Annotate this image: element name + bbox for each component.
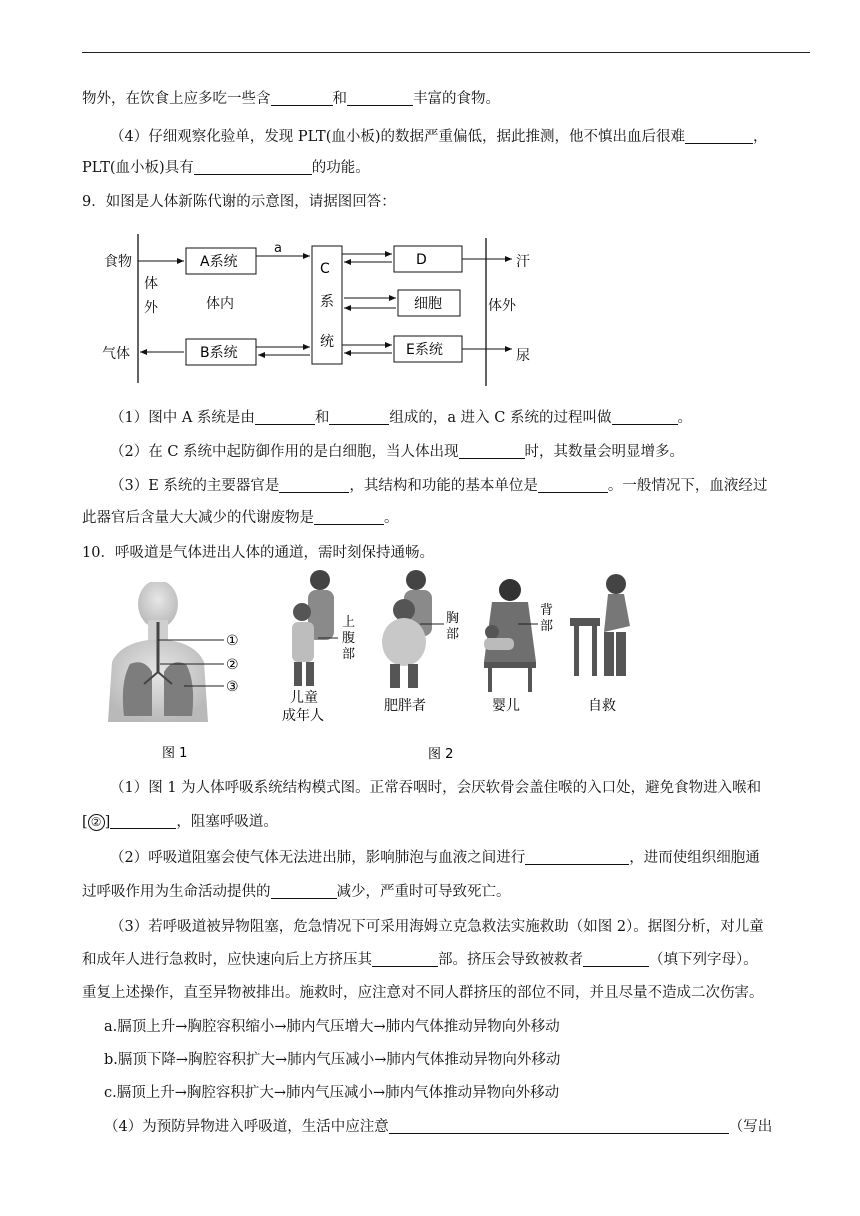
blank[interactable] <box>255 409 315 425</box>
blank[interactable] <box>347 90 413 106</box>
heimlich-figure <box>278 566 648 764</box>
infant-part-2: 部 <box>540 619 554 634</box>
blank[interactable] <box>110 813 176 829</box>
group-child: 儿童 <box>290 690 318 706</box>
blank[interactable] <box>685 128 753 144</box>
a-label: a <box>274 241 282 256</box>
child-part-2: 腹 <box>342 631 356 646</box>
C-3: 统 <box>320 334 334 350</box>
group-self: 自救 <box>588 698 616 714</box>
q10-3: 过呼吸作用为生命活动提供的 减少，严重时可导致死亡。 <box>82 884 511 900</box>
B-system: B系统 <box>200 345 238 361</box>
q10-7: （4）为预防异物进入呼吸道，生活中应注意 （写出 <box>104 1119 773 1135</box>
child-part-1: 上 <box>342 615 356 630</box>
q10-title: 10．呼吸道是气体进出人体的通道，需时刻保持通畅。 <box>82 545 434 561</box>
q9-3: （3）E 系统的主要器官是 ，其结构和功能的基本单位是 。一般情况下，血液经过 <box>110 478 768 494</box>
metabolism-diagram <box>96 228 546 388</box>
E-system: E系统 <box>406 342 443 358</box>
fig1-label-3: ③ <box>226 679 239 695</box>
obese-part-2: 部 <box>446 627 460 642</box>
q10-6: 重复上述操作，直至异物被排出。施救时，应注意对不同人群挤压的部位不同，并且尽量不造成二次伤害。 <box>82 985 764 1001</box>
fig1-caption: 图 1 <box>162 746 188 761</box>
blank[interactable] <box>525 849 629 865</box>
outside-right-label: 体外 <box>488 298 516 314</box>
D-box: D <box>416 252 427 268</box>
fig2-caption: 图 2 <box>428 747 454 762</box>
header-rule <box>82 52 810 53</box>
option-b: b.膈顶下降→胸腔容积扩大→肺内气压减小→肺内气体推动异物向外移动 <box>104 1052 561 1068</box>
blank[interactable] <box>612 409 678 425</box>
obese-part-1: 胸 <box>446 611 460 626</box>
urine-label: 尿 <box>516 348 530 364</box>
child-part-3: 部 <box>342 647 356 662</box>
q10-1b: [ ② ] ，阻塞呼吸道。 <box>82 814 278 830</box>
q8-line-1: 物外，在饮食上应多吃一些含 和 丰富的食物。 <box>82 91 500 107</box>
q10-2: （2）呼吸道阻塞会使气体无法进出肺，影响肺泡与血液之间进行 ，进而使组织细胞通 <box>110 850 760 866</box>
food-label: 食物 <box>104 254 132 270</box>
outside-left-2: 外 <box>144 300 158 316</box>
respiratory-figure <box>100 582 250 764</box>
blank[interactable] <box>389 1118 729 1134</box>
fig1-label-1: ① <box>226 633 239 649</box>
group-obese: 肥胖者 <box>384 698 426 714</box>
q9-title: 9．如图是人体新陈代谢的示意图，请据图回答： <box>82 194 396 210</box>
q10-5: 和成年人进行急救时，应快速向后上方挤压其 部。挤压会导致被救者 （填下列字母）。 <box>82 952 758 968</box>
option-c: c.膈顶上升→胸腔容积扩大→肺内气压减小→肺内气体推动异物向外移动 <box>104 1085 560 1101</box>
blank[interactable] <box>538 477 608 493</box>
group-adult: 成年人 <box>282 708 324 724</box>
blank[interactable] <box>372 951 438 967</box>
cell-box: 细胞 <box>414 296 442 312</box>
q9-2: （2）在 C 系统中起防御作用的是白细胞，当人体出现 时，其数量会明显增多。 <box>110 444 685 460</box>
sweat-label: 汗 <box>516 254 530 270</box>
blank[interactable] <box>279 477 349 493</box>
q9-4: 此器官后含量大大减少的代谢废物是 。 <box>82 510 399 526</box>
outside-left-1: 体 <box>144 276 158 292</box>
q8-line-3: PLT(血小板)具有 的功能。 <box>82 160 370 176</box>
q8-line-2: （4）仔细观察化验单，发现 PLT(血小板)的数据严重偏低，据此推测，他不慎出血后很难 ， <box>110 129 768 145</box>
fig1-label-2: ② <box>226 657 239 673</box>
blank[interactable] <box>271 883 337 899</box>
q10-4: （3）若呼吸道被异物阻塞，危急情况下可采用海姆立克急救法实施救助（如图 2）。据图分析，对儿童 <box>110 919 764 935</box>
q10-1: （1）图 1 为人体呼吸系统结构模式图。正常吞咽时，会厌软骨会盖住喉的入口处，避免食物进入喉和 <box>110 780 762 796</box>
A-system: A系统 <box>200 254 238 270</box>
q9-1: （1）图中 A 系统是由 和 组成的，a 进入 C 系统的过程叫做 。 <box>110 410 692 426</box>
blank[interactable] <box>314 509 384 525</box>
infant-part-1: 背 <box>540 603 554 618</box>
blank[interactable] <box>583 951 649 967</box>
group-infant: 婴儿 <box>492 698 520 714</box>
inside-label: 体内 <box>206 296 234 312</box>
option-a: a.膈顶上升→胸腔容积缩小→肺内气压增大→肺内气体推动异物向外移动 <box>104 1019 560 1035</box>
blank[interactable] <box>271 90 333 106</box>
C-1: C <box>320 261 330 277</box>
gas-label: 气体 <box>102 346 130 362</box>
C-2: 系 <box>320 294 334 310</box>
blank[interactable] <box>329 409 389 425</box>
blank[interactable] <box>459 443 525 459</box>
blank[interactable] <box>194 159 312 175</box>
